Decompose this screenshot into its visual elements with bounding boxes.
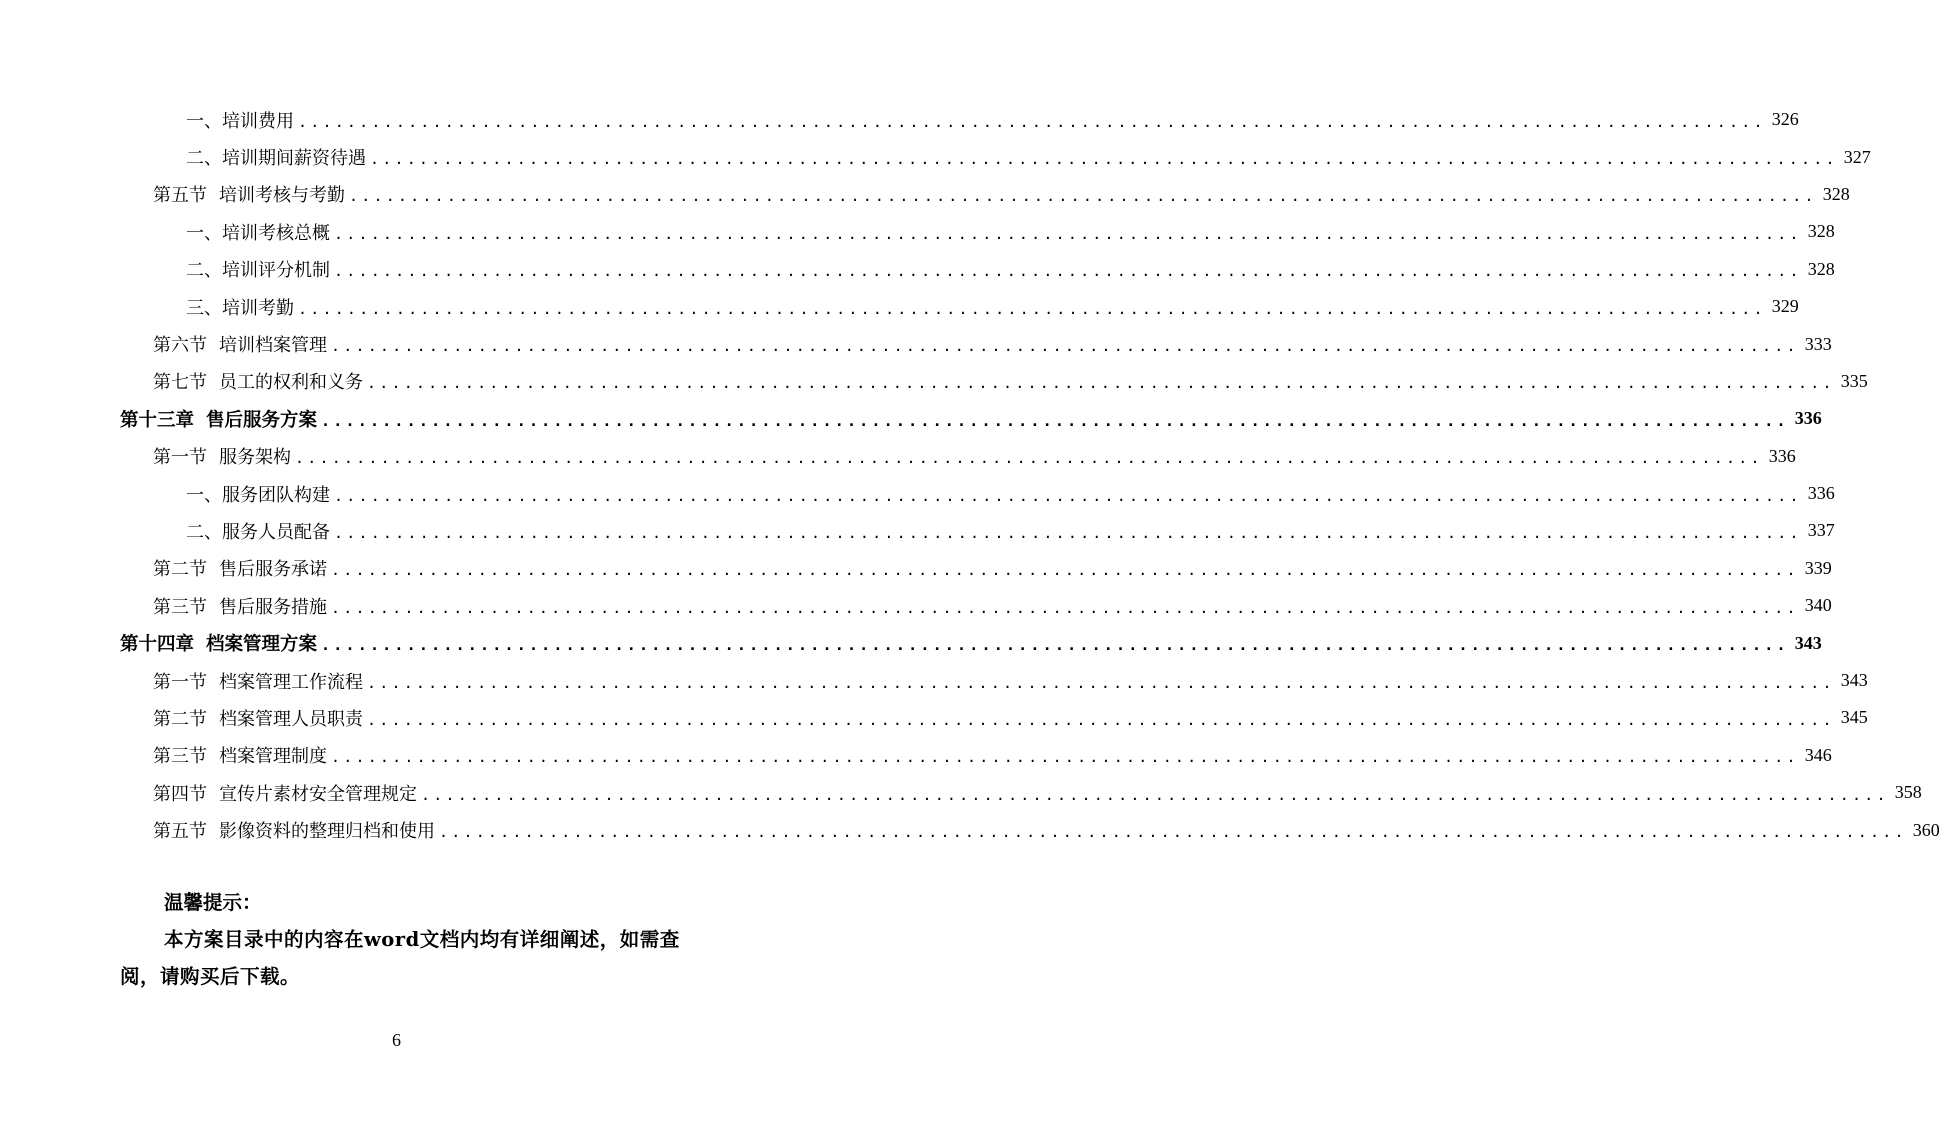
toc-dot-leader: ........................................................................................................................ [334,224,1802,243]
toc-entry-number: 第四节 [153,783,207,805]
toc-entry-title: 档案管理人员职责 [219,708,363,730]
tip-body: 本方案目录中的内容在word文档内均有详细阐述，如需查阅，请购买后下载。 [120,928,680,988]
toc-entry-page: 360 [1912,819,1940,840]
toc-entry-label [153,742,327,768]
toc-entry[interactable] [120,138,1871,175]
toc-entry-title: 培训期间薪资待遇 [222,148,366,170]
toc-entry-label [186,518,330,544]
toc-entry-page: 326 [1771,109,1799,130]
toc-entry-label [186,219,330,245]
table-of-contents [120,101,1940,849]
toc-entry-number: 第三节 [153,746,207,768]
tip-title: 温馨提示： [164,891,262,914]
toc-entry-title: 售后服务方案 [206,409,318,431]
toc-entry[interactable] [120,213,1835,250]
toc-entry-page: 335 [1840,370,1868,391]
toc-entry-title: 售后服务措施 [219,596,327,618]
toc-entry-label [153,443,291,469]
toc-entry-label [153,705,363,731]
toc-entry[interactable] [120,475,1835,512]
toc-entry-number: 第一节 [153,671,207,693]
toc-entry[interactable] [120,624,1822,661]
toc-entry-page: 343 [1794,632,1822,653]
toc-entry-title: 培训考勤 [222,297,294,319]
toc-entry[interactable] [120,811,1940,848]
toc-dot-leader: ........................................................................................................................ [370,150,1838,169]
toc-dot-leader: ........................................................................................................................ [331,561,1799,580]
toc-entry-title: 宣传片素材安全管理规定 [219,783,417,805]
toc-entry-label [153,668,363,694]
toc-entry-page: 339 [1804,557,1832,578]
toc-entry-number: 二、 [186,148,222,170]
toc-entry-page: 336 [1768,445,1796,466]
toc-entry[interactable] [120,512,1835,549]
toc-entry-page: 358 [1894,782,1922,803]
toc-entry-title: 档案管理制度 [219,746,327,768]
toc-entry-label [153,368,363,394]
toc-entry-page: 340 [1804,595,1832,616]
toc-entry[interactable] [120,699,1868,736]
toc-entry-label [186,107,294,133]
toc-entry[interactable] [120,363,1868,400]
toc-entry-number: 第二节 [153,559,207,581]
toc-entry-label [186,256,330,282]
toc-dot-leader: ........................................................................................................................ [349,187,1817,206]
toc-entry[interactable] [120,662,1868,699]
toc-entry-label [120,630,317,656]
toc-entry[interactable] [120,251,1835,288]
toc-entry-label [120,406,317,432]
tip-section [120,884,680,995]
toc-entry-number: 三、 [186,297,222,319]
toc-entry-label [186,144,366,170]
toc-dot-leader: ........................................................................................................................ [367,374,1835,393]
toc-entry-number: 第六节 [153,335,207,357]
toc-entry-number: 第七节 [153,372,207,394]
toc-entry[interactable] [120,587,1832,624]
toc-dot-leader: ........................................................................................................................ [321,411,1789,430]
toc-entry-page: 327 [1843,146,1871,167]
toc-dot-leader: ........................................................................................................................ [334,486,1802,505]
toc-dot-leader: ........................................................................................................................ [334,262,1802,281]
toc-entry-title: 档案管理方案 [206,634,318,656]
toc-entry-title: 培训费用 [222,110,294,132]
toc-entry-title: 培训考核总概 [222,222,330,244]
toc-dot-leader: ........................................................................................................................ [334,523,1802,542]
toc-entry-page: 328 [1822,183,1850,204]
page-number: 6 [392,1030,401,1050]
toc-entry[interactable] [120,550,1832,587]
toc-entry-number: 一、 [186,110,222,132]
toc-entry-page: 336 [1807,483,1835,504]
toc-entry-page: 346 [1804,744,1832,765]
toc-entry[interactable] [120,400,1822,437]
toc-entry-title: 培训档案管理 [219,335,327,357]
toc-entry-number: 第二节 [153,708,207,730]
toc-dot-leader: ........................................................................................................................ [331,598,1799,617]
toc-entry-number: 二、 [186,260,222,282]
toc-entry-number: 一、 [186,484,222,506]
toc-entry-number: 二、 [186,521,222,543]
toc-entry[interactable] [120,288,1799,325]
toc-entry-number: 一、 [186,222,222,244]
toc-entry-title: 培训考核与考勤 [219,185,345,207]
toc-entry-label [186,294,294,320]
toc-dot-leader: ........................................................................................................................ [331,337,1799,356]
toc-entry-label [153,780,417,806]
toc-entry-title: 服务团队构建 [222,484,330,506]
toc-dot-leader: ........................................................................................................................ [321,636,1789,655]
toc-entry-title: 售后服务承诺 [219,559,327,581]
toc-dot-leader: ........................................................................................................................ [298,112,1766,131]
toc-entry[interactable] [120,325,1832,362]
toc-entry[interactable] [120,737,1832,774]
toc-entry-title: 档案管理工作流程 [219,671,363,693]
toc-entry-number: 第五节 [153,821,207,843]
toc-dot-leader: ........................................................................................................................ [295,449,1763,468]
toc-entry-title: 影像资料的整理归档和使用 [219,821,435,843]
toc-entry-number: 第五节 [153,185,207,207]
toc-entry-title: 员工的权利和义务 [219,372,363,394]
toc-entry[interactable] [120,438,1796,475]
toc-entry-label [153,593,327,619]
toc-entry-title: 培训评分机制 [222,260,330,282]
toc-entry-page: 333 [1804,333,1832,354]
toc-entry-number: 第三节 [153,596,207,618]
toc-entry-page: 328 [1807,258,1835,279]
toc-entry-label [153,555,327,581]
toc-entry-label [186,481,330,507]
toc-dot-leader: ........................................................................................................................ [439,823,1907,842]
toc-entry[interactable] [120,176,1850,213]
toc-entry-page: 329 [1771,296,1799,317]
toc-dot-leader: ........................................................................................................................ [421,785,1889,804]
toc-entry-label [153,181,345,207]
toc-entry-number: 第十三章 [120,409,195,431]
toc-dot-leader: ........................................................................................................................ [367,710,1835,729]
toc-entry-page: 345 [1840,707,1868,728]
toc-entry-page: 343 [1840,670,1868,691]
toc-entry-title: 服务架构 [219,447,291,469]
toc-entry-page: 337 [1807,520,1835,541]
toc-entry-title: 服务人员配备 [222,521,330,543]
toc-entry-page: 328 [1807,221,1835,242]
toc-entry-number: 第十四章 [120,634,195,656]
toc-entry-page: 336 [1794,408,1822,429]
toc-entry-label [153,331,327,357]
toc-entry-number: 第一节 [153,447,207,469]
toc-entry[interactable] [120,774,1922,811]
toc-dot-leader: ........................................................................................................................ [367,673,1835,692]
toc-dot-leader: ........................................................................................................................ [331,748,1799,767]
toc-entry-label [153,817,435,843]
toc-entry[interactable] [120,101,1799,138]
toc-dot-leader: ........................................................................................................................ [298,299,1766,318]
